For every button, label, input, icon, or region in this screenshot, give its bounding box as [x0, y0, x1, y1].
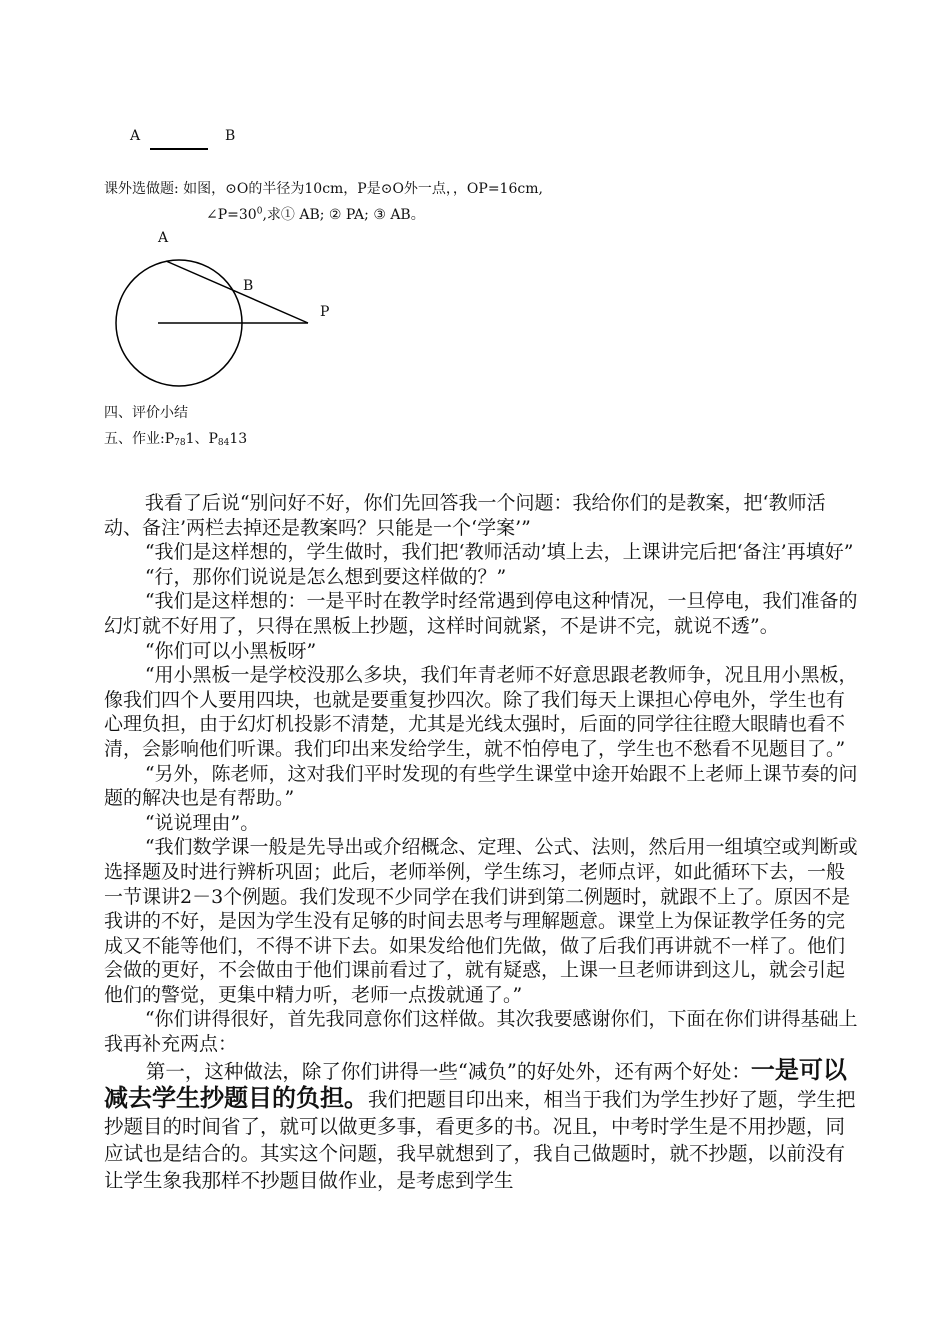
paragraph: “用小黑板一是学校没那么多块，我们年青老师不好意思跟老教师争，况且用小黑板，像我们四个人要用四块，也就是要重复抄四次。除了我们每天上课担心停电外，学生也有心理负担，由于幻灯机投影不清楚，尤其是光线太强时，后面的同学往往瞪大眼睛也看不清，会影响他们听课。我们印出来发给学生，就不怕停电了，学生也不愁看不见题目了。” — [104, 664, 858, 760]
paragraph: 我看了后说“别问好不好，你们先回答我一个问题：我给你们的是教案，把‘教师活动、备注’两栏去掉还是教案吗？只能是一个‘学案’” — [104, 492, 826, 539]
problem-line-2: $\angle P=30^0$,求① AB; ② PA; ③ AB。 — [206, 206, 425, 223]
section-four-heading: 四、评价小结 — [104, 405, 188, 421]
figure-label-a: A — [158, 230, 169, 246]
figure-label-p: P — [320, 304, 330, 320]
secant-line-pa — [166, 261, 308, 323]
paragraph: “我们数学课一般是先导出或介绍概念、定理、公式、法则，然后用一组填空或判断或选择题及时进行辨析巩固；此后，老师举例，学生练习，老师点评，如此循环下去，一般一节课讲2－3个例题。我们发现不少同学在我们讲到第二例题时，就跟不上了。原因不是我讲的不好，是因为学生没有足够的时间去思考与理解题意。课堂上为保证教学任务的完成又不能等他们，不得不讲下去。如果发给他们先做，做了后我们再讲就不一样了。他们会做的更好，不会做由于他们课前看过了，就有疑惑，上课一旦老师讲到这儿，就会引起他们的警觉，更集中精力听，老师一点拨就通了。” — [104, 836, 858, 1006]
paragraph: “我们是这样想的：一是平时在教学时经常遇到停电这种情况，一旦停电，我们准备的幻灯就不好用了，只得在黑板上抄题，这样时间就紧，不是讲不完，就说不透”。 — [104, 590, 858, 637]
paragraph-last: 第一，这种做法，除了你们讲得一些“减负”的好处外，还有两个好处：一是可以减去学生抄题目的负担。我们把题目印出来，相当于我们为学生抄好了题，学生把抄题目的时间省了，就可以做更多事，看更多的书。况且，中考时学生是不用抄题，同应试也是结合的。其实这个问题，我早就想到了，我自己做题时，就不抄题，以前没有让学生象我那样不抄题目做作业，是考虑到学生 — [104, 1055, 856, 1192]
segment-label-b: B — [225, 128, 236, 144]
figure-label-b: B — [243, 278, 254, 294]
segment-label-a: A — [130, 128, 141, 144]
paragraph: “你们可以小黑板呀” — [144, 639, 317, 662]
dialogue-body — [104, 491, 860, 1194]
paragraph: “说说理由”。 — [144, 811, 260, 834]
paragraph: “行，那你们说说是怎么想到要这样做的？” — [144, 565, 507, 588]
problem-line-1: 课外选做题: 如图，⊙O的半径为10cm，P是⊙O外一点，，OP=16cm, — [104, 181, 543, 197]
bold-emphasis: 一是可以减去学生抄题目的负担。 — [104, 1055, 847, 1112]
paragraph: “你们讲得很好，首先我同意你们这样做。其次我要感谢你们，下面在你们讲得基础上我再补充两点： — [104, 1008, 858, 1056]
segment-ab-line — [150, 148, 208, 150]
circle-figure — [100, 220, 350, 400]
section-five-homework: 五、作业$:P_{78}1$、$P_{84}13$ — [104, 431, 248, 448]
paragraph: “另外，陈老师，这对我们平时发现的有些学生课堂中途开始跟不上老师上课节奏的问题的解决也是有帮助。” — [104, 762, 858, 810]
paragraph: “我们是这样想的，学生做时，我们把‘教师活动’填上去，上课讲完后把‘备注’再填好” — [144, 541, 854, 564]
